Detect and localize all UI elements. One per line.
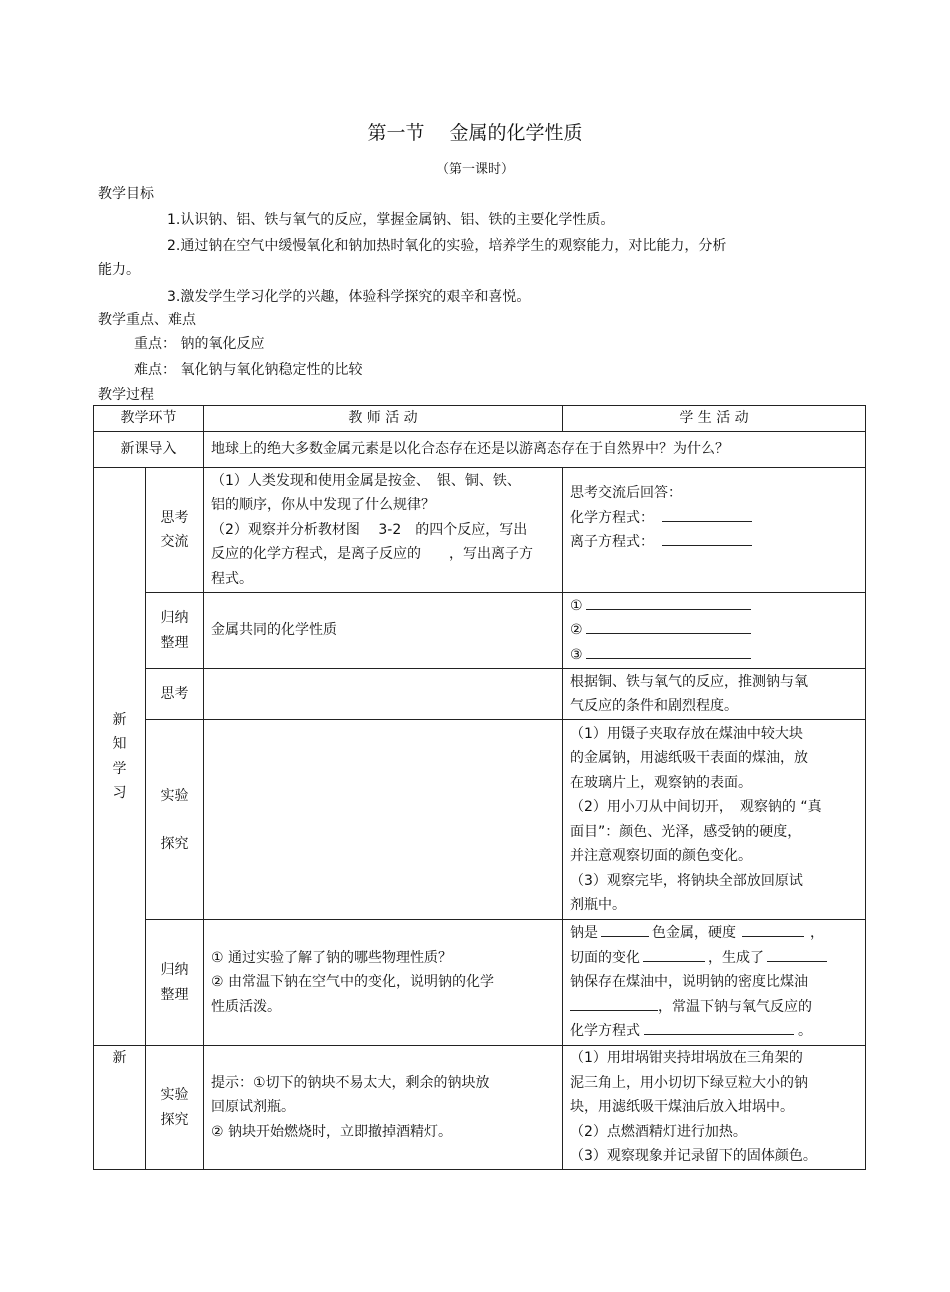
stage-new-knowledge: 新 知 学 习	[94, 468, 146, 1046]
goal-2: 2.通过钠在空气中缓慢氧化和钠加热时氧化的实验，培养学生的观察能力，对比能力，分析	[167, 238, 727, 254]
goals-heading: 教学目标	[98, 186, 154, 202]
table-row	[94, 669, 866, 720]
table-row	[94, 468, 866, 593]
student-activity-6: （1）用坩埚钳夹持坩埚放在三角架的 泥三角上，用小切切下绿豆粒大小的钠 块，用滤纸吸干煤油后放入坩埚中。 （2）点燃酒精灯进行加热。 （3）观察现象并记录留下的固体颜色。	[563, 1046, 866, 1170]
student-activity-2: ① ② ③	[563, 593, 866, 669]
header-teacher: 教 师 活 动	[204, 406, 563, 432]
difficult-point: 难点： 氧化钠与氧化钠稳定性的比较	[134, 362, 363, 378]
substage-summarize-2: 归纳 整理	[146, 920, 204, 1046]
goal-2-continued: 能力。	[98, 262, 140, 278]
table-row	[94, 593, 866, 669]
intro-row	[94, 432, 866, 468]
header-student: 学 生 活 动	[563, 406, 866, 432]
teaching-process-table	[93, 405, 866, 1170]
table-row	[94, 920, 866, 1046]
student-activity-3: 根据铜、铁与氧气的反应，推测钠与氧 气反应的条件和剧烈程度。	[563, 669, 866, 720]
page-title: 第一节 金属的化学性质	[367, 122, 583, 144]
teacher-activity-5: ① 通过实验了解了钠的哪些物理性质？ ② 由常温下钠在空气中的变化，说明钠的化学 性质活泼。	[204, 920, 563, 1046]
substage-think-exchange: 思考 交流	[146, 468, 204, 593]
intro-question: 地球上的绝大多数金属元素是以化合态存在还是以游离态存在于自然界中？为什么？	[204, 432, 866, 468]
student-activity-5: 钠是 色金属，硬度 ， 切面的变化 ，生成了 钠保存在煤油中，说明钠的密度比煤油 ，常温下钠与氧气反应的 化学方程式 。	[563, 920, 866, 1046]
teacher-activity-3	[204, 669, 563, 720]
substage-experiment: 实验 探究	[146, 720, 204, 920]
goal-1: 1.认识钠、铝、铁与氧气的反应，掌握金属钠、铝、铁的主要化学性质。	[167, 212, 615, 228]
substage-think: 思考	[146, 669, 204, 720]
teacher-activity-1: （1）人类发现和使用金属是按金、 银、铜、铁、 铝的顺序，你从中发现了什么规律？ （2）观察并分析教材图 3-2 的四个反应，写出 反应的化学方程式，是离子反应的 ，写出离子方 程式。	[204, 468, 563, 593]
substage-experiment-2: 实验 探究	[146, 1046, 204, 1170]
student-activity-4: （1）用镊子夹取存放在煤油中较大块 的金属钠，用滤纸吸干表面的煤油，放 在玻璃片上，观察钠的表面。 （2）用小刀从中间切开， 观察钠的 “真 面目”：颜色、光泽，感受钠的硬度， 并注意观察切面的颜色变化。 （3）观察完毕，将钠块全部放回原试 剂瓶中。	[563, 720, 866, 920]
goal-3: 3.激发学生学习化学的兴趣，体验科学探究的艰辛和喜悦。	[167, 289, 531, 305]
stage-new-2: 新	[94, 1046, 146, 1170]
lesson-subtitle: （第一课时）	[435, 162, 514, 177]
teacher-activity-6: 提示：①切下的钠块不易太大，剩余的钠块放 回原试剂瓶。 ② 钠块开始燃烧时，立即撤掉酒精灯。	[204, 1046, 563, 1170]
student-activity-1: 思考交流后回答： 化学方程式： 离子方程式：	[563, 468, 866, 593]
teacher-activity-4	[204, 720, 563, 920]
table-row	[94, 1046, 866, 1170]
teacher-activity-2: 金属共同的化学性质	[204, 593, 563, 669]
table-header-row	[94, 406, 866, 432]
header-stage: 教学环节	[94, 406, 204, 432]
process-heading: 教学过程	[98, 387, 154, 403]
key-points-heading: 教学重点、难点	[98, 312, 196, 328]
intro-stage: 新课导入	[94, 432, 204, 468]
key-point: 重点： 钠的氧化反应	[134, 336, 265, 352]
substage-summarize: 归纳 整理	[146, 593, 204, 669]
table-row	[94, 720, 866, 920]
